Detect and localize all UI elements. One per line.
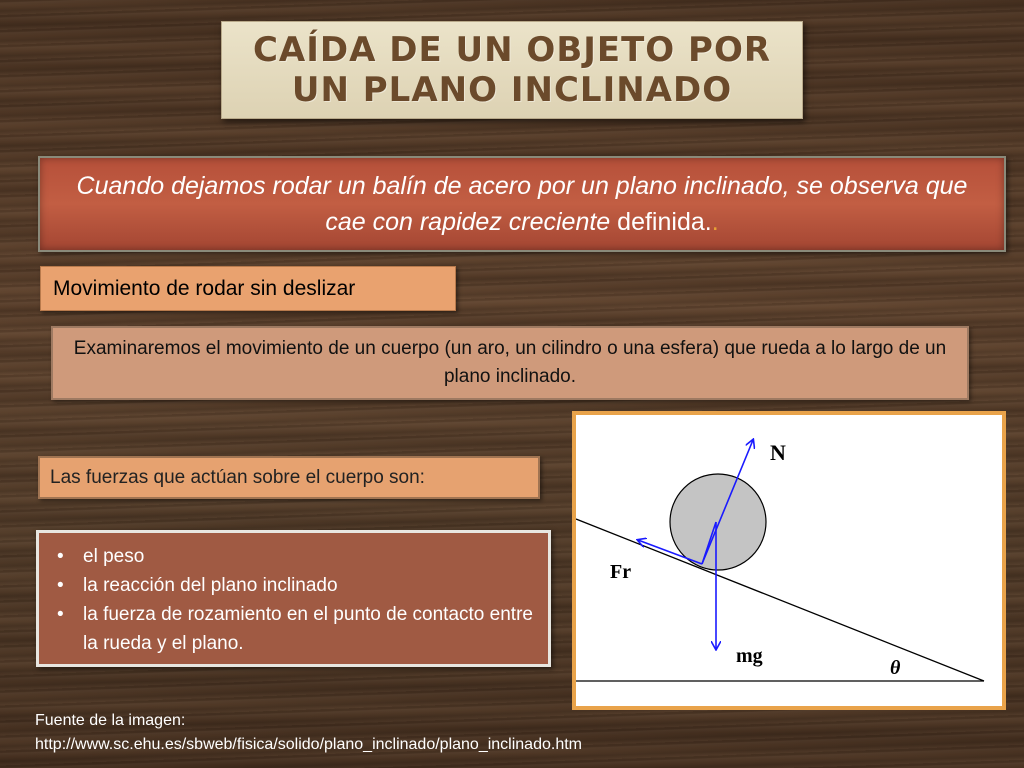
weight-label: mg [736, 645, 763, 667]
list-item: • la reacción del plano inclinado [53, 571, 538, 600]
forces-list-box [36, 530, 551, 667]
forces-list [53, 542, 538, 658]
image-source [35, 709, 582, 757]
intro-paragraph [54, 168, 990, 240]
source-label: Fuente de la imagen: [35, 712, 186, 729]
normal-label: N [770, 440, 786, 465]
title-banner [221, 21, 803, 119]
examine-text: Examinaremos el movimiento de un cuerpo (un aro, un cilindro o una esfera) que rueda a lo largo de un plano inclinado. [73, 338, 947, 387]
intro-text: Cuando dejamos rodar un balín de acero por un plano inclinado, se observa que cae con rapidez creciente [76, 172, 968, 236]
incline-line [576, 519, 984, 681]
slide-title: CAÍDA DE UN OBJETO POR UN PLANO INCLINADO [252, 30, 772, 110]
list-item: • el peso [53, 542, 538, 571]
forces-label: Las fuerzas que actúan sobre el cuerpo son: [38, 456, 540, 499]
source-url[interactable]: http://www.sc.ehu.es/sbweb/fisica/solido/plano_inclinado/plano_inclinado.htm [35, 736, 582, 753]
intro-dots: . [711, 208, 719, 236]
list-item: • la fuerza de rozamiento en el punto de contacto entre la rueda y el plano. [53, 600, 538, 658]
intro-box [38, 156, 1006, 252]
section-label: Movimiento de rodar sin deslizar [40, 266, 456, 311]
intro-tail: definida. [617, 208, 712, 236]
diagram-svg [576, 415, 1002, 706]
friction-label: Fr [610, 561, 632, 583]
ball [670, 474, 766, 570]
examine-box [51, 326, 969, 400]
angle-label: θ [890, 657, 901, 679]
inclined-plane-diagram [572, 411, 1006, 710]
